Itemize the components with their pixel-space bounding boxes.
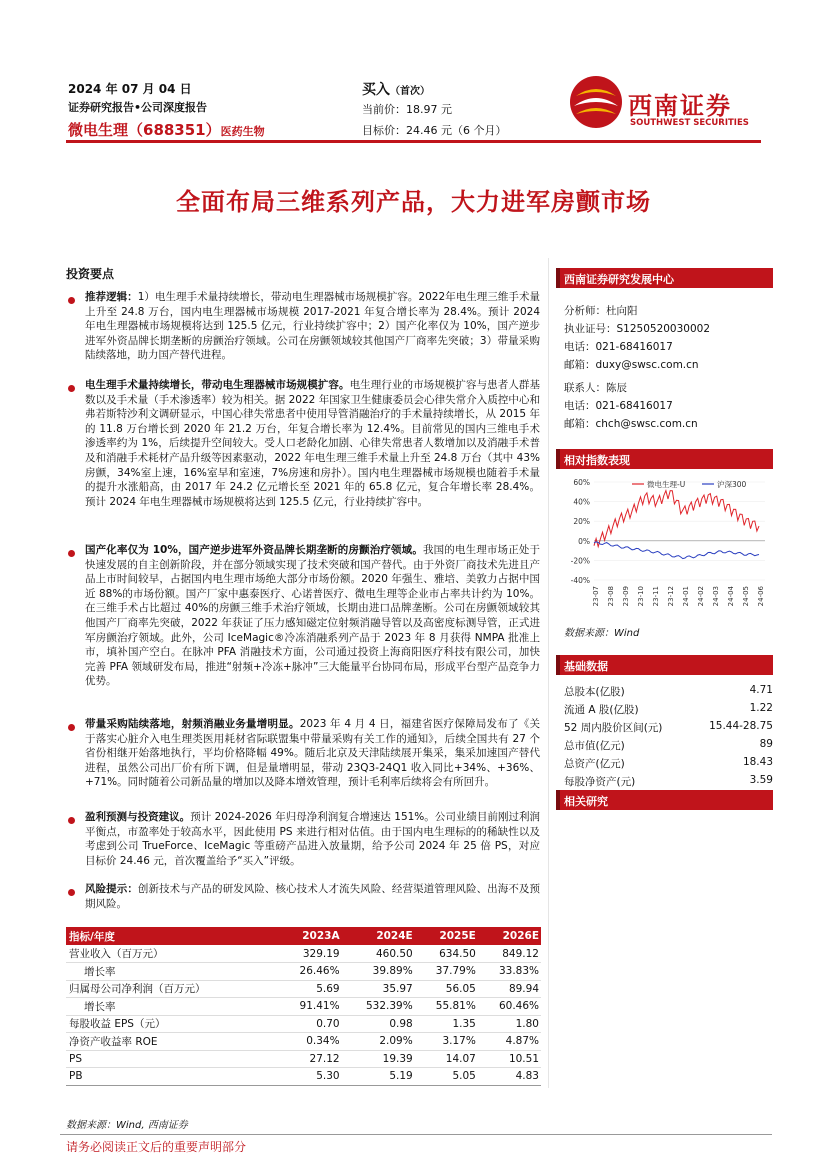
basic-data-value: 4.71 xyxy=(749,684,773,696)
table-cell: 19.39 xyxy=(342,1050,415,1068)
table-cell: 89.94 xyxy=(478,980,541,998)
table-cell: 4.87% xyxy=(478,1033,541,1051)
table-cell: 1.80 xyxy=(478,1015,541,1033)
logo-emblem-icon xyxy=(568,74,624,130)
analyst-phone: 电话：021-68416017 xyxy=(564,341,673,353)
y-tick-label: -20% xyxy=(570,556,590,566)
y-tick-label: 60% xyxy=(573,478,590,487)
logo-en: SOUTHWEST SECURITIES xyxy=(630,118,749,128)
column-divider xyxy=(548,258,549,1088)
table-cell: 5.69 xyxy=(278,980,341,998)
table-cell: 1.35 xyxy=(415,1015,478,1033)
highlight-item xyxy=(85,543,540,689)
table-cell: 55.81% xyxy=(415,998,478,1016)
highlight-text: 1）电生理手术量持续增长，带动电生理器械市场规模扩容。2022年电生理三维手术量上升至 24.8 万台，国内电生理器械市场规模 2017-2021 年复合增长率为 28.4%。预计 2024 年电生理器械市场规模将达到 125.5 亿元，行业持续扩容中；2）国产化率仅为 10%，国产逆步进军外资品牌长期垄断的房颤治疗领域。公司在房颤领域较其他国产厂商率先突破；3）带量采购陆续落地，助力国产替代进程。 xyxy=(85,291,541,362)
basic-data-title: 基础数据 xyxy=(556,655,773,675)
x-tick-label: 23-09 xyxy=(622,586,630,607)
table-cell: 60.46% xyxy=(478,998,541,1016)
x-tick-label: 24-03 xyxy=(712,586,720,607)
index-section-title: 相对指数表现 xyxy=(556,449,773,469)
bullet-icon xyxy=(68,297,75,304)
table-cell: 5.05 xyxy=(415,1068,478,1086)
highlight-lead: 推荐逻辑： xyxy=(85,291,138,303)
table-header: 指标/年度 xyxy=(66,927,278,945)
rating xyxy=(362,79,430,99)
analyst-email[interactable]: 邮箱：duxy@swsc.com.cn xyxy=(564,359,699,371)
basic-data-label: 52 周内股价区间(元) xyxy=(564,722,663,734)
highlight-item xyxy=(85,717,540,790)
table-row xyxy=(66,945,541,963)
table-cell: 849.12 xyxy=(478,945,541,963)
southwest-securities-logo xyxy=(568,74,768,134)
table-cell: 37.79% xyxy=(415,963,478,981)
basic-data-value: 3.59 xyxy=(749,774,773,786)
table-row xyxy=(66,1068,541,1086)
highlight-lead: 盈利预测与投资建议。 xyxy=(85,811,191,823)
x-tick-label: 24-04 xyxy=(727,586,735,607)
company-code: 微电生理（688351） xyxy=(68,121,221,139)
series-line xyxy=(594,491,759,547)
report-title: 全面布局三维系列产品，大力进军房颤市场 xyxy=(176,188,651,216)
y-tick-label: 40% xyxy=(573,497,590,507)
table-cell: 0.70 xyxy=(278,1015,341,1033)
table-cell: 27.12 xyxy=(278,1050,341,1068)
y-tick-label: 0% xyxy=(578,536,590,546)
analyst-name: 分析师：杜向阳 xyxy=(564,305,638,317)
highlight-lead: 国产化率仅为 10%，国产逆步进军外资品牌长期垄断的房颤治疗领域。 xyxy=(85,544,423,556)
table-row xyxy=(66,1050,541,1068)
related-research-title: 相关研究 xyxy=(556,790,773,810)
highlight-text: 预计 2024-2026 年归母净利润复合增速达 151%。公司业绩目前刚过利润平衡点，市盈率处于较高水平，因此使用 PS 来进行相对估值。由于国内电生理标的的稀缺性以及考虑到公司 TrueForce、IceMagic 等重磅产品进入放量期，给予公司 2024 年 25 倍 PS，对应目标价 24.46 元，首次覆盖给予“买入”评级。 xyxy=(85,811,541,867)
bullet-icon xyxy=(68,550,75,557)
table-cell: 91.41% xyxy=(278,998,341,1016)
highlight-item xyxy=(85,290,540,363)
highlight-lead: 带量采购陆续落地，射频消融业务量增明显。 xyxy=(85,718,300,730)
table-header: 2025E xyxy=(415,927,478,945)
table-row-label: 营业收入（百万元） xyxy=(66,945,278,963)
legend-label: 微电生理-U xyxy=(647,480,686,489)
table-cell: 39.89% xyxy=(342,963,415,981)
basic-data-value: 1.22 xyxy=(749,702,773,714)
table-row-label: 每股收益 EPS（元） xyxy=(66,1015,278,1033)
footer-divider xyxy=(60,1134,772,1135)
research-center-title: 西南证券研究发展中心 xyxy=(556,268,773,288)
x-tick-label: 24-05 xyxy=(742,586,750,607)
section-title: 投资要点 xyxy=(66,267,115,281)
table-cell: 5.19 xyxy=(342,1068,415,1086)
table-row-label: PB xyxy=(66,1068,278,1086)
x-tick-label: 24-02 xyxy=(697,586,705,607)
chart-source: 数据来源：Wind xyxy=(564,628,640,639)
table-row xyxy=(66,1033,541,1051)
basic-data-value: 18.43 xyxy=(742,756,773,768)
highlight-text: 创新技术与产品的研发风险、核心技术人才流失风险、经营渠道管理风险、出海不及预期风险。 xyxy=(85,883,541,910)
table-cell: 5.30 xyxy=(278,1068,341,1086)
legend-label: 沪深300 xyxy=(717,480,747,489)
contact-phone: 电话：021-68416017 xyxy=(564,400,673,412)
target-price: 目标价：24.46 元（6 个月） xyxy=(362,124,507,137)
table-row xyxy=(66,963,541,981)
rating-note: （首次） xyxy=(390,86,430,97)
highlight-lead: 风险提示： xyxy=(85,883,138,895)
basic-data-value: 15.44-28.75 xyxy=(709,720,773,732)
table-cell: 0.98 xyxy=(342,1015,415,1033)
x-tick-label: 23-11 xyxy=(652,586,660,607)
analyst-license: 执业证号：S1250520030002 xyxy=(564,323,711,335)
table-cell: 33.83% xyxy=(478,963,541,981)
basic-data-label: 每股净资产(元) xyxy=(564,776,636,788)
report-date: 2024 年 07 月 04 日 xyxy=(68,82,192,96)
table-cell: 532.39% xyxy=(342,998,415,1016)
highlight-lead: 电生理手术量持续增长，带动电生理器械市场规模扩容。 xyxy=(85,379,350,391)
table-row xyxy=(66,980,541,998)
table-cell: 329.19 xyxy=(278,945,341,963)
series-line xyxy=(594,542,759,559)
basic-data-label: 总资产(亿元) xyxy=(564,758,625,770)
table-cell: 2.09% xyxy=(342,1033,415,1051)
highlight-text: 电生理行业的市场规模扩容与患者人群基数以及手术量（手术渗透率）较为相关。据 2022 年国家卫生健康委员会心律失常介入质控中心和弗若斯特沙利文调研显示，中国心律失常患者中使用导管消融治疗的手术量持续增长，从 2015 年的 11.8 万台增长到 2020 年 21.2 万台，年复合增长率为 12.4%。目前常见的国内三维电手术渗透率约为 1%，后续提升空间较大。受人口老龄化加剧、心律失常患者人数增加以及消融手术普及和消融手术耗材产品升级等因素驱动，2022 年电生理三维手术量上升至 24.8 万台（其中 43%房颤，34%室上速，16%室早和室速，7%房速和房扑）。国内电生理器械市场规模也随着手术量的提升水涨船高，由 2017 年 24.2 亿元增长至 2021 年的 65.8 亿元，复合年增长率 28.4%。预计 2024 年电生理器械市场规模将达到 125.5 亿元，行业持续扩容中。 xyxy=(85,379,541,508)
table-header: 2023A xyxy=(278,927,341,945)
table-cell: 634.50 xyxy=(415,945,478,963)
table-row xyxy=(66,998,541,1016)
company-name xyxy=(68,119,265,140)
x-tick-label: 23-08 xyxy=(607,586,615,607)
relative-index-chart xyxy=(560,474,775,624)
table-cell: 10.51 xyxy=(478,1050,541,1068)
x-tick-label: 23-12 xyxy=(667,586,675,607)
table-row-label: 归属母公司净利润（百万元） xyxy=(66,980,278,998)
logo-cn: 西南证券 xyxy=(628,92,732,120)
table-header: 2024E xyxy=(342,927,415,945)
highlight-text: 2023 年 4 月 4 日，福建省医疗保障局发布了《关于落实心脏介入电生理类医用耗材省际联盟集中带量采购有关工作的通知》，后续全国共有 27 个省份相继开始落地执行，平均价格降幅 49%。随后北京及天津陆续展开集采，集采加速国产替代进程，虽然公司出厂价有所下调，但是量增明显，带动 23Q3-24Q1 收入同比+34%、+36%、+71%。同时随着公司新品量的增加以及降本增效管理，预计毛利率后续将会有所回升。 xyxy=(85,718,540,789)
table-cell: 4.83 xyxy=(478,1068,541,1086)
highlight-item xyxy=(85,378,540,509)
bullet-icon xyxy=(68,817,75,824)
table-row-label: 净资产收益率 ROE xyxy=(66,1033,278,1051)
x-tick-label: 24-01 xyxy=(682,586,690,607)
table-header-row xyxy=(66,927,541,945)
table-source: 数据来源：Wind, 西南证券 xyxy=(66,1120,188,1131)
contact-name: 联系人：陈辰 xyxy=(564,382,627,394)
x-tick-label: 23-10 xyxy=(637,586,645,607)
table-row xyxy=(66,1015,541,1033)
bullet-icon xyxy=(68,889,75,896)
y-tick-label: 20% xyxy=(573,517,590,527)
basic-data-label: 总股本(亿股) xyxy=(564,686,625,698)
rating-value: 买入 xyxy=(362,82,390,98)
current-price: 当前价：18.97 元 xyxy=(362,103,452,116)
industry-label: 医药生物 xyxy=(220,125,265,138)
table-cell: 26.46% xyxy=(278,963,341,981)
table-row-label: PS xyxy=(66,1050,278,1068)
table-cell: 35.97 xyxy=(342,980,415,998)
table-cell: 14.07 xyxy=(415,1050,478,1068)
table-cell: 56.05 xyxy=(415,980,478,998)
basic-data-label: 流通 A 股(亿股) xyxy=(564,704,639,716)
bullet-icon xyxy=(68,724,75,731)
table-cell: 3.17% xyxy=(415,1033,478,1051)
basic-data-value: 89 xyxy=(759,738,773,750)
table-cell: 0.34% xyxy=(278,1033,341,1051)
table-cell: 460.50 xyxy=(342,945,415,963)
highlight-item xyxy=(85,810,540,868)
table-row-label: 增长率 xyxy=(66,998,278,1016)
contact-email[interactable]: 邮箱：chch@swsc.com.cn xyxy=(564,418,698,430)
highlight-text: 我国的电生理市场正处于快速发展的自主创新阶段，并在部分领域实现了技术突破和国产替代。由于外资厂商技术先进且产品上市时间较早，占据国内电生理市场绝大部分市场份额。2020 年强生、雅培、美敦力占据中国近 88%的市场份额。国产厂家中惠泰医疗、心诺普医疗、微电生理等企业市占率共计约为 10%。在三维手术占比超过 40%的房颤三维手术治疗领域，长期由进口品牌垄断。公司在房颤领域较其他国产厂商率先突破，2022 年获证了压力感知磁定位射频消融导管以及高密度标测导管，正式进军房颤治疗领域。此外，公司 IceMagic®冷冻消融系列产品于 2023 年 8 月获得 NMPA 批准上市，填补国产空白。在脉冲 PFA 消融技术方面，公司通过投资上海商阳医疗科技有限公司，加快完善 PFA 领域研发布局，推进“射频+冷冻+脉冲”三大能量平台协同布局，形成平台型产品竞争力优势。 xyxy=(85,544,540,688)
header-divider xyxy=(66,140,761,143)
bullet-icon xyxy=(68,385,75,392)
x-tick-label: 24-06 xyxy=(757,586,765,607)
highlight-item xyxy=(85,882,540,911)
table-header: 2026E xyxy=(478,927,541,945)
basic-data-label: 总市值(亿元) xyxy=(564,740,625,752)
table-row-label: 增长率 xyxy=(66,963,278,981)
footer-disclaimer: 请务必阅读正文后的重要声明部分 xyxy=(66,1140,247,1154)
x-tick-label: 23-07 xyxy=(592,586,600,607)
financial-forecast-table xyxy=(66,927,541,1086)
y-tick-label: -40% xyxy=(570,576,590,585)
report-type: 证券研究报告•公司深度报告 xyxy=(68,101,208,114)
